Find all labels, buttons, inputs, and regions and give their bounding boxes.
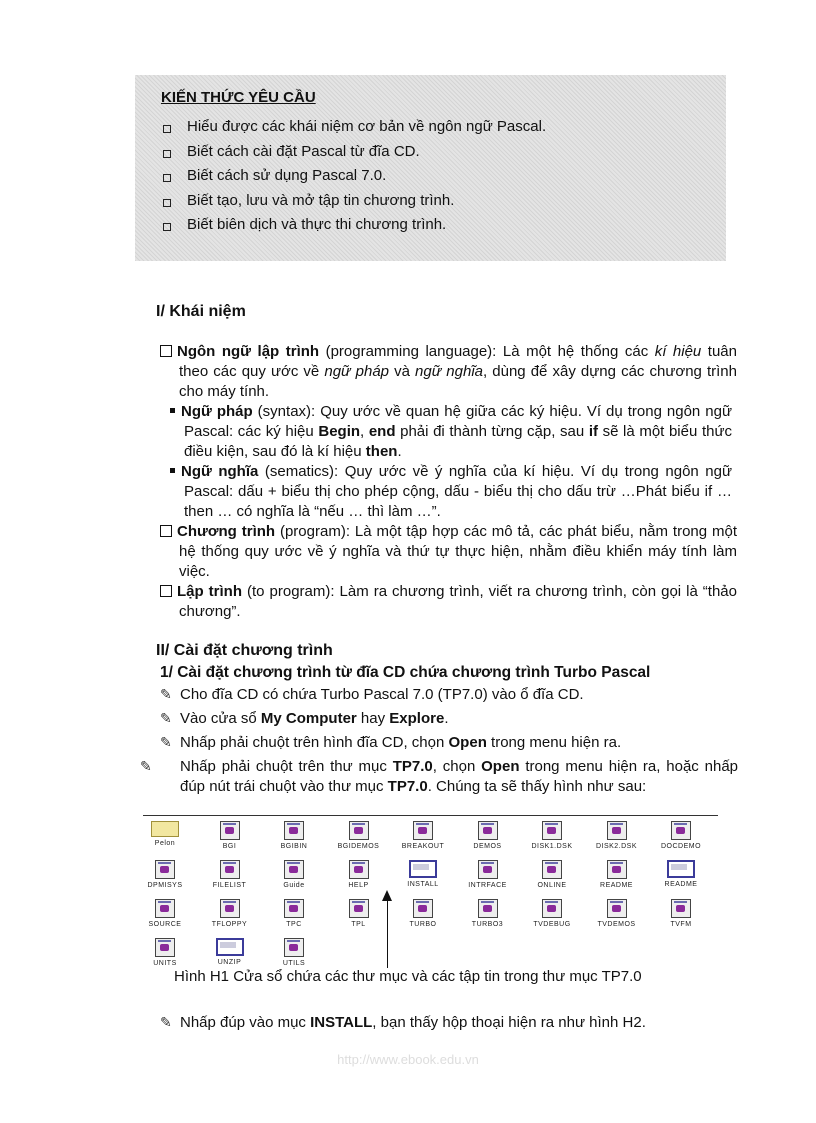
- file-icon-label: DPMISYS: [147, 882, 183, 889]
- step-3: ✎ Nhấp phải chuột trên hình đĩa CD, chọn Open trong menu hiện ra.: [160, 734, 622, 751]
- file-icon-item[interactable]: [458, 821, 518, 850]
- file-icon: [155, 860, 175, 879]
- checkbox-bullet-icon: [160, 345, 172, 357]
- file-icon: [607, 821, 627, 840]
- checkbox-bullet-icon: [163, 199, 171, 207]
- file-icon-label: BREAKOUT: [401, 843, 445, 850]
- file-icon-item[interactable]: [329, 860, 389, 889]
- file-icon-label: DEMOS: [473, 843, 502, 850]
- file-icon-label: FILELIST: [212, 882, 247, 889]
- file-icon-label: DISK2.DSK: [595, 843, 638, 850]
- file-icon-item[interactable]: [135, 821, 195, 847]
- file-icon: [542, 899, 562, 918]
- section1-heading: I/ Khái niệm: [156, 303, 246, 320]
- file-icon: [478, 821, 498, 840]
- file-icon-item[interactable]: [458, 899, 518, 928]
- file-icon-label: UNZIP: [217, 959, 242, 966]
- file-icon-item[interactable]: [651, 821, 711, 850]
- file-icon-item[interactable]: [587, 899, 647, 928]
- file-icon-item[interactable]: [329, 821, 389, 850]
- file-icon-label: ONLINE: [537, 882, 567, 889]
- list-item: Biết cách cài đặt Pascal từ đĩa CD.: [161, 140, 546, 165]
- file-icon: [155, 899, 175, 918]
- file-icon-label: INSTALL: [407, 881, 439, 888]
- definition-program: Chương trình (program): Là một tập hợp các mô tả, các phát biểu, nằm trong một hệ thống quy ước về ý nghĩa và thứ tự thực hiện, nhằm điều khiển máy tính làm việc.: [160, 522, 737, 582]
- file-icon-label: TPC: [286, 921, 302, 928]
- file-icon: [349, 821, 369, 840]
- file-icon-label: BGIBIN: [280, 843, 308, 850]
- file-icon-item[interactable]: [135, 860, 195, 889]
- file-icon: [607, 860, 627, 879]
- checkbox-bullet-icon: [163, 223, 171, 231]
- definition-programming-language: Ngôn ngữ lập trình (programming language): Là một hệ thống các kí hiệu tuân theo các quy ước về ngữ pháp và ngữ nghĩa, dùng để xây dựng các chương trình cho máy tính.: [160, 342, 737, 402]
- file-icon: [409, 860, 437, 878]
- file-icon-label: TVDEBUG: [533, 921, 571, 928]
- file-icon: [284, 821, 304, 840]
- step-4: ✎ Nhấp phải chuột trên thư mục TP7.0, chọn Open trong menu hiện ra, hoặc nhấp đúp nút trái chuột vào thư mục TP7.0. Chúng ta sẽ thấy hình như sau:: [140, 758, 739, 795]
- requirements-box: [135, 75, 726, 261]
- definition-syntax: Ngữ pháp (syntax): Quy ước về quan hệ giữa các ký hiệu. Ví dụ trong ngôn ngữ Pascal: các ký hiệu Begin, end phải đi thành từng cặp, sau if sẽ là một biểu thức điều kiện, sau đó là kí hiệu then.: [170, 402, 732, 462]
- checkbox-bullet-icon: [163, 125, 171, 133]
- section2-subheading: 1/ Cài đặt chương trình từ đĩa CD chứa chương trình Turbo Pascal: [160, 664, 651, 681]
- step-1: ✎ Cho đĩa CD có chứa Turbo Pascal 7.0 (TP7.0) vào ổ đĩa CD.: [160, 686, 584, 703]
- step-2: ✎ Vào cửa sổ My Computer hay Explore.: [160, 710, 449, 727]
- file-icon-label: TURBO3: [471, 921, 504, 928]
- list-item: Biết cách sử dụng Pascal 7.0.: [161, 164, 546, 189]
- file-icon: [542, 821, 562, 840]
- pen-icon: ✎: [140, 758, 152, 774]
- window-top-border: [143, 815, 718, 816]
- file-icon-item[interactable]: [200, 821, 260, 850]
- watermark: http://www.ebook.edu.vn: [337, 1052, 479, 1067]
- file-icon-item[interactable]: [393, 821, 453, 850]
- file-icon-item[interactable]: [651, 899, 711, 928]
- file-icon-item[interactable]: [329, 899, 389, 928]
- folder-icon: [151, 821, 179, 837]
- file-icon-label: DISK1.DSK: [531, 843, 573, 850]
- file-icon-item[interactable]: [135, 938, 195, 967]
- file-icon: [667, 860, 695, 878]
- file-icon-label: TVDEMOS: [597, 921, 636, 928]
- file-icon-item[interactable]: [522, 821, 582, 850]
- pen-icon: ✎: [160, 1014, 172, 1030]
- file-icon-label: INTRFACE: [468, 882, 507, 889]
- checkbox-bullet-icon: [160, 525, 172, 537]
- file-icon: [413, 899, 433, 918]
- file-icon-item[interactable]: [587, 821, 647, 850]
- file-icon-item[interactable]: [522, 899, 582, 928]
- file-icon-label: TFLOPPY: [211, 921, 248, 928]
- file-icon-item[interactable]: [200, 860, 260, 889]
- file-icon: [671, 899, 691, 918]
- file-icon-item[interactable]: [264, 899, 324, 928]
- file-icon-item[interactable]: [135, 899, 195, 928]
- file-icon: [607, 899, 627, 918]
- file-icon: [542, 860, 562, 879]
- file-icon-label: TURBO: [409, 921, 437, 928]
- file-icon-label: DOCDEMO: [660, 843, 702, 850]
- file-icon: [284, 860, 304, 879]
- file-icon-item[interactable]: [393, 899, 453, 928]
- square-bullet-icon: [170, 468, 175, 473]
- section2-heading: II/ Cài đặt chương trình: [156, 642, 333, 659]
- file-icon-item[interactable]: [200, 899, 260, 928]
- file-icon-item[interactable]: [522, 860, 582, 889]
- file-icon: [220, 899, 240, 918]
- file-icon: [284, 899, 304, 918]
- pen-icon: ✎: [160, 710, 172, 726]
- file-icon-label: Guide: [283, 882, 305, 889]
- file-icon: [220, 821, 240, 840]
- requirements-title: KIẾN THỨC YÊU CẦU: [161, 89, 316, 106]
- file-icon-label: SOURCE: [148, 921, 182, 928]
- file-icon-item[interactable]: [264, 938, 324, 967]
- file-icon-label: UTILS: [282, 960, 306, 967]
- pen-icon: ✎: [160, 734, 172, 750]
- pen-icon: ✎: [160, 686, 172, 702]
- file-icon: [155, 938, 175, 957]
- list-item: Hiểu được các khái niệm cơ bản về ngôn ngữ Pascal.: [161, 115, 546, 140]
- file-icon: [349, 860, 369, 879]
- file-icon-item[interactable]: [264, 821, 324, 850]
- file-icon-item[interactable]: [393, 860, 453, 888]
- checkbox-bullet-icon: [163, 174, 171, 182]
- file-icon: [671, 821, 691, 840]
- square-bullet-icon: [170, 408, 175, 413]
- file-icon-label: TVFM: [670, 921, 692, 928]
- file-icon-item[interactable]: [264, 860, 324, 889]
- file-icon: [216, 938, 244, 956]
- file-icon: [413, 821, 433, 840]
- step-5: ✎ Nhấp đúp vào mục INSTALL, bạn thấy hộp thoại hiện ra như hình H2.: [160, 1014, 646, 1031]
- file-icon-label: BGIDEMOS: [337, 843, 380, 850]
- file-icon-label: README: [664, 881, 698, 888]
- file-icon-item[interactable]: [458, 860, 518, 889]
- definition-programming: Lập trình (to program): Làm ra chương trình, viết ra chương trình, còn gọi là “thảo chương”.: [160, 582, 737, 622]
- file-icon-label: README: [600, 882, 633, 889]
- tp70-folder-view: [143, 815, 718, 965]
- file-icon-label: TPL: [351, 921, 366, 928]
- file-icon: [220, 860, 240, 879]
- file-icon: [478, 899, 498, 918]
- file-icon-label: HELP: [348, 882, 369, 889]
- file-icon-item[interactable]: [651, 860, 711, 888]
- checkbox-bullet-icon: [163, 150, 171, 158]
- file-icon-item[interactable]: [587, 860, 647, 889]
- file-icon-item[interactable]: [200, 938, 260, 966]
- file-icon: [478, 860, 498, 879]
- arrow-line: [387, 900, 388, 968]
- requirements-list: [161, 115, 546, 238]
- file-icon-label: UNITS: [153, 960, 177, 967]
- definition-semantics: Ngữ nghĩa (sematics): Quy ước về ý nghĩa của kí hiệu. Ví dụ trong ngôn ngữ Pascal: dấu + biểu thị cho phép cộng, dấu - biểu thị cho dấu trừ …Phát biểu if …then … có nghĩa là “nếu … thì làm …”.: [170, 462, 732, 522]
- figure-caption: Hình H1 Cửa sổ chứa các thư mục và các tập tin trong thư mục TP7.0: [174, 968, 642, 985]
- file-icon-label: Pelon: [154, 840, 176, 847]
- file-icon: [349, 899, 369, 918]
- list-item: Biết biên dịch và thực thi chương trình.: [161, 213, 546, 238]
- list-item: Biết tạo, lưu và mở tập tin chương trình.: [161, 189, 546, 214]
- checkbox-bullet-icon: [160, 585, 172, 597]
- file-icon-label: BGI: [222, 843, 237, 850]
- file-icon: [284, 938, 304, 957]
